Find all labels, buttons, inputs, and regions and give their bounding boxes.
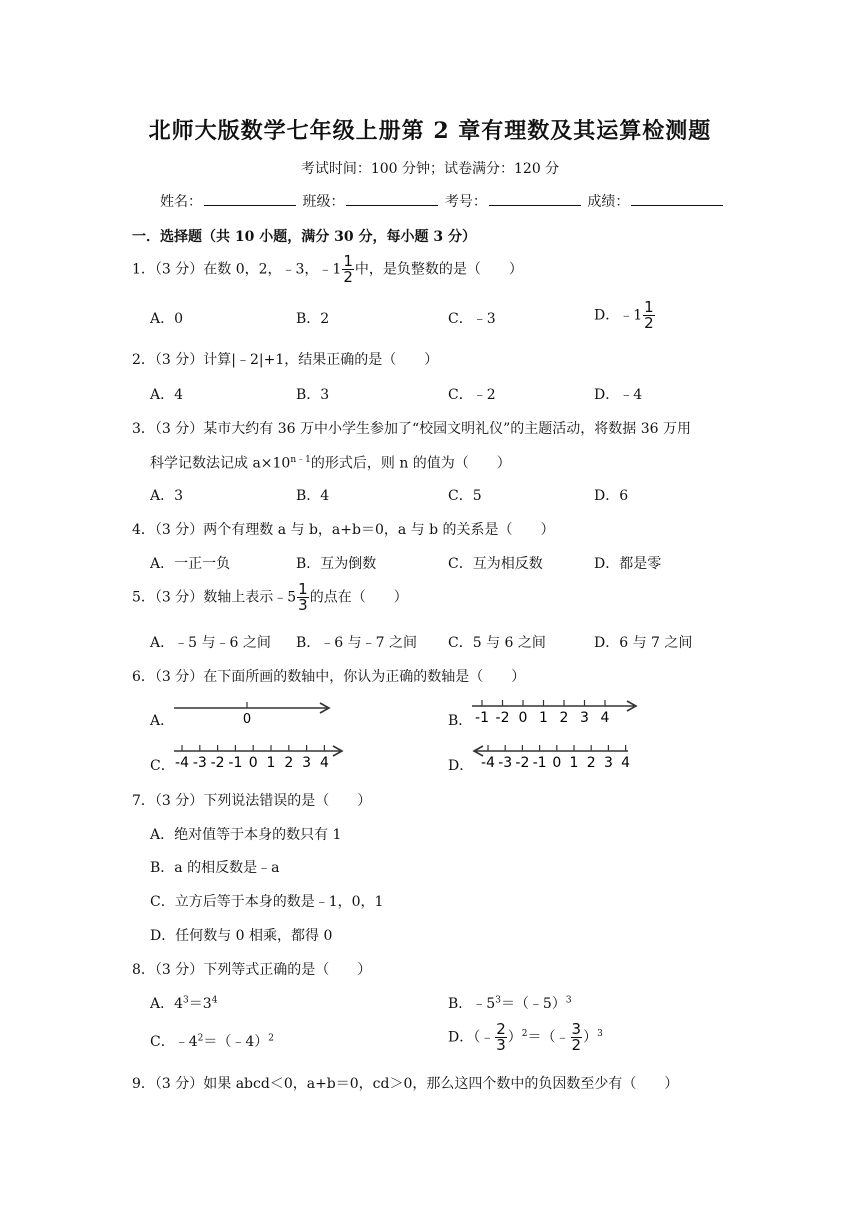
q6-tick-label: 2 [284,755,294,771]
q6-tick-label: 0 [552,755,562,771]
q8-option-d [448,1022,603,1053]
q6-tick-label: -2 [515,755,530,771]
q8-c-mid: ＝（﹣4） [203,1034,269,1050]
q8-d-eq: ＝（﹣ [527,1029,570,1046]
q2-option-b: B．3 [296,387,330,403]
q1-fraction [342,254,354,285]
q3-exponent: n﹣1 [290,455,311,465]
q4-option-b: B．互为倒数 [296,556,377,572]
student-info [160,191,725,211]
q6-tick-label: -1 [475,710,489,726]
q6-number-line-c [170,741,348,775]
q8-d-num2: 3 [571,1020,582,1038]
q6-a-tick-label: 0 [242,712,252,727]
class-label: 班级： [302,194,345,210]
q6-option-c-label: C． [150,758,175,774]
q8-d-den1: 3 [496,1036,506,1054]
q6-tick-label: 3 [603,755,613,771]
question-2: 2．（3 分）计算|﹣2|+1，结果正确的是（ ） [132,352,439,368]
q2-option-c: C．﹣2 [448,387,496,403]
question-5 [132,582,408,613]
question-7: 7．（3 分）下列说法错误的是（ ） [132,793,372,809]
q6-tick-label: 0 [518,710,528,726]
q5-option-a: A．﹣5 与﹣6 之间 [150,635,271,651]
q6-tick-label: 1 [266,755,276,771]
q7-option-a: A．绝对值等于本身的数只有 1 [150,827,342,843]
q1-d-den: 2 [644,314,654,332]
q6-number-line-d [470,741,632,775]
q6-tick-label: 0 [248,755,258,771]
q8-option-b [448,993,572,1013]
q3-text-pre: 科学记数法记成 a×10 [150,455,291,472]
q5-text-post: 的点在（ ） [309,589,408,606]
q1-text-post: 中，是负整数的是（ ） [354,261,523,278]
q3-option-a: A．3 [150,488,184,504]
q1-frac-num: 1 [343,252,353,270]
name-blank[interactable] [204,191,296,206]
q8-d-close2: ） [583,1029,598,1046]
q4-option-a: A．一正一负 [150,556,231,572]
q6-number-line-a [172,696,337,728]
q5-text-pre: 5．（3 分）数轴上表示﹣5 [132,589,297,606]
q1-d-text: D．﹣1 [594,307,643,324]
q8-d-exp1: 2 [521,1028,528,1039]
q1-option-c: C．﹣3 [448,311,496,327]
question-9: 9．（3 分）如果 abcd＜0，a+b＝0，cd＞0，那么这四个数中的负因数至少有（ ） [132,1076,679,1092]
q6-tick-label: 1 [569,755,579,771]
q6-tick-label: 4 [621,755,631,771]
q8-d-frac2 [571,1022,583,1053]
q1-text-pre: 1．（3 分）在数 0，2，﹣3，﹣1 [132,261,342,278]
q7-option-b: B．a 的相反数是﹣a [150,860,280,876]
q6-tick-label: 3 [302,755,312,771]
q1-option-b: B．2 [296,311,330,327]
question-4: 4．（3 分）两个有理数 a 与 b，a+b＝0，a 与 b 的关系是（ ） [132,522,555,538]
q1-d-num: 1 [644,298,654,316]
q8-b-mid: ＝（﹣5） [500,996,566,1012]
q2-option-a: A．4 [150,387,184,403]
q8-a-exp2: 4 [211,995,218,1006]
q8-option-a [150,993,217,1013]
q4-option-d: D．都是零 [594,556,662,572]
q8-d-frac1 [495,1022,507,1053]
q8-d-num1: 2 [496,1020,506,1038]
q7-option-d: D．任何数与 0 相乘，都得 0 [150,928,333,944]
q8-a-mid: ＝3 [188,996,212,1012]
q1-frac-den: 2 [343,268,353,286]
q6-option-b-label: B． [448,713,473,729]
question-1 [132,254,523,285]
section-heading: 一．选择题（共 10 小题，满分 30 分，每小题 3 分） [132,229,476,245]
q6-tick-label: -4 [481,755,495,771]
q6-tick-label: 4 [319,755,329,771]
q6-number-line-b [470,696,642,728]
q6-tick-label: -3 [192,755,207,771]
q6-tick-label: -1 [228,755,243,771]
q4-option-c: C．互为相反数 [448,556,543,572]
question-8: 8．（3 分）下列等式正确的是（ ） [132,962,372,978]
q1-option-d [594,300,656,331]
q1-option-a: A．0 [150,311,184,327]
q7-option-c: C．立方后等于本身的数是﹣1，0，1 [150,894,384,910]
q8-b-base: B．﹣5 [448,996,496,1012]
name-label: 姓名： [160,194,202,210]
score-blank[interactable] [631,191,723,206]
q8-d-exp2: 3 [597,1028,603,1039]
q8-c-exp1: 2 [197,1033,204,1044]
class-blank[interactable] [346,191,438,206]
q5-frac-den: 3 [298,596,308,614]
q3-option-c: C．5 [448,488,482,504]
q8-a-exp1: 3 [183,995,189,1006]
score-label: 成绩： [587,194,630,210]
q5-option-b: B．﹣6 与﹣7 之间 [296,635,418,651]
q2-option-d: D．﹣4 [594,387,643,403]
q8-d-den2: 2 [571,1036,582,1054]
q3-option-d: D．6 [594,488,629,504]
question-6: 6．（3 分）在下面所画的数轴中，你认为正确的数轴是（ ） [132,669,526,685]
q8-d-close1: ） [507,1029,522,1046]
q8-c-exp2: 2 [268,1033,275,1044]
q8-a-base: A．4 [150,996,184,1012]
q8-c-base: C．﹣4 [150,1034,198,1050]
exam-subtitle: 考试时间：100 分钟；试卷满分：120 分 [300,161,560,177]
q6-tick-label: 1 [539,710,548,726]
number-label: 考号： [444,194,487,210]
q5-option-d: D．6 与 7 之间 [594,635,693,651]
question-3-line-2 [150,452,511,473]
q6-tick-label: 2 [586,755,596,771]
number-blank[interactable] [489,191,581,206]
q6-tick-label: -2 [210,755,225,771]
q6-tick-label: -2 [495,710,510,726]
q6-tick-label: 3 [580,710,589,726]
q5-frac-num: 1 [298,580,308,598]
q8-option-c [150,1031,274,1051]
q6-option-d-label: D． [448,758,474,774]
q6-tick-label: -4 [175,755,189,771]
q5-fraction [297,582,309,613]
q5-option-c: C．5 与 6 之间 [448,635,546,651]
q8-d-open: D．（﹣ [448,1029,495,1046]
q6-option-a-label: A． [150,713,175,729]
q6-tick-label: -1 [532,755,547,771]
q8-b-exp1: 3 [495,995,501,1006]
page-title: 北师大版数学七年级上册第 2 章有理数及其运算检测题 [148,118,712,144]
question-3-line-1: 3．（3 分）某市大约有 36 万中小学生参加了“校园文明礼仪”的主题活动，将数据 36 万用 [132,421,692,437]
q1-d-fraction [643,300,655,331]
q6-tick-label: 2 [559,710,569,726]
q3-option-b: B．4 [296,488,330,504]
q3-text-post: 的形式后，则 n 的值为（ ） [310,455,511,472]
q6-tick-label: -3 [498,755,513,771]
q8-b-exp2: 3 [565,995,572,1006]
q6-tick-label: 4 [600,710,610,726]
